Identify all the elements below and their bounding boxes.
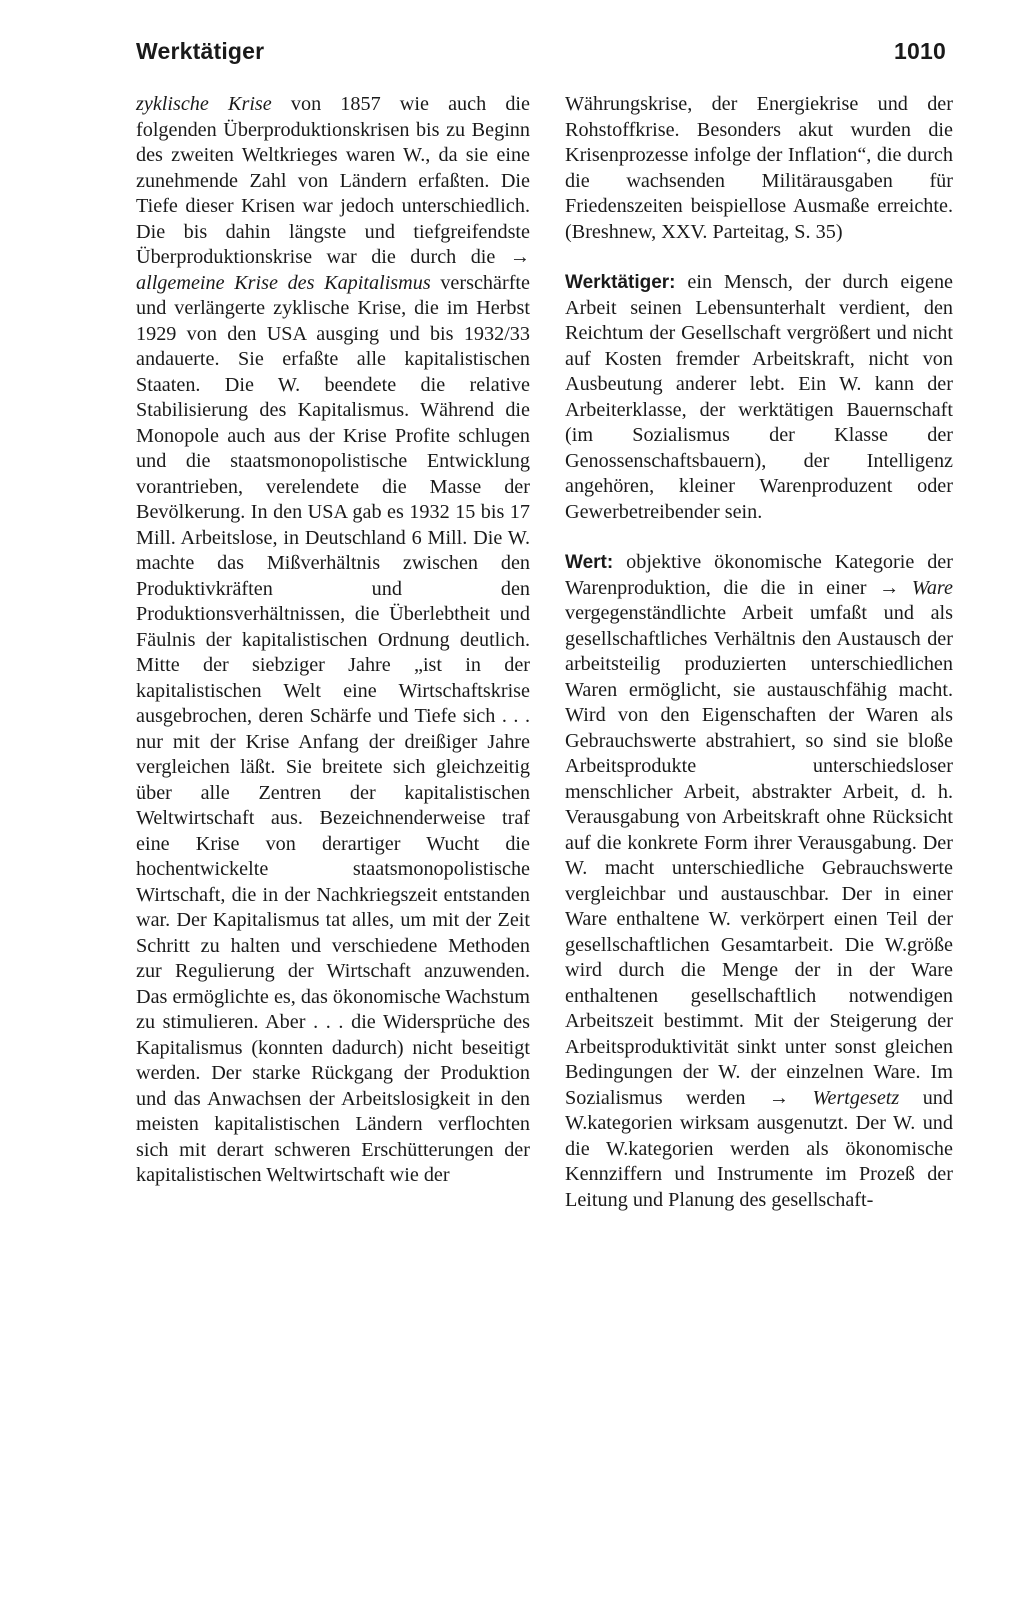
cross-reference-arrow-icon: →	[509, 246, 530, 268]
entry-continuation-paragraph	[136, 92, 530, 1189]
entry-term: Wert:	[565, 552, 614, 573]
cross-reference: Wertgesetz	[812, 1086, 900, 1109]
page-number: 1010	[894, 38, 946, 64]
cross-reference: zyklische Krise	[136, 93, 272, 115]
cross-reference: Ware	[911, 576, 953, 599]
cross-reference-arrow-icon: →	[768, 1086, 790, 1109]
entry-term: Werktätiger:	[565, 272, 676, 293]
entry-definition: ein Mensch, der durch eigene Arbeit seinen Lebensunterhalt verdient, den Reichtum der Gesellschaft vergrößert und nicht auf Kosten fremder Arbeitskraft, nicht von Ausbeutung anderer lebt. Ein W. kann der Arbeiterklasse, der werktätigen Bauernschaft (im Sozialismus der Klasse der Genossenschaftsbauern), der Intelligenz angehören, kleiner Warenproduzent oder Gewerbetreibender sein.	[565, 271, 953, 523]
entry-wert	[565, 550, 953, 1213]
body-text: verschärfte und verlängerte zyklische Krise, die im Herbst 1929 von den USA ausging und bis 1932/33 andauerte. Sie erfaßte alle kapitalistischen Staaten. Die W. beendete die relative Stabilisierung des Kapitalismus. Während die Monopole auch aus der Krise Profite schlugen und die staatsmonopolistische Entwicklung vorantrieben, verelendete die Masse der Bevölkerung. In den USA gab es 1932 15 bis 17 Mill. Arbeitslose, in Deutschland 6 Mill. Die W. machte das Mißverhältnis zwischen den Produktivkräften und den Produktionsverhältnissen, die Überlebtheit und Fäulnis der kapitalistischen Ordnung deutlich. Mitte der siebziger Jahre „ist in der kapitalistischen Welt eine Wirtschaftskrise ausgebrochen, deren Schärfe und Tiefe sich . . . nur mit der Krise Anfang der dreißiger Jahre vergleichen läßt. Sie breitete sich gleichzeitig über alle Zentren der kapitalistischen Weltwirtschaft aus. Bezeichnenderweise traf eine Krise von derartiger Wucht die hochentwickelte staatsmonopolistische Wirtschaft, die in der Nachkriegszeit entstanden war. Der Kapitalismus tat alles, um mit der Zeit Schritt zu halten und verschiedene Methoden zur Regulierung der Wirtschaft anzuwenden. Das ermöglichte es, das ökonomische Wachstum zu stimulieren. Aber . . . die Widersprüche des Kapitalismus (konnten dadurch) nicht beseitigt werden. Der starke Rückgang der Produktion und das Anwachsen der Arbeitslosigkeit in den meisten kapitalistischen Ländern verflochten sich mit derart schweren Erschütterungen der kapitalistischen Weltwirtschaft wie der	[136, 271, 530, 1186]
left-column	[136, 92, 530, 1189]
entry-continuation-paragraph: Währungskrise, der Energiekrise und der Rohstoffkrise. Besonders akut wurden die Krisenprozesse infolge der Inflation“, die durch die wachsenden Militärausgaben für Friedenszeiten beispiellose Ausmaße erreichte. (Breshnew, XXV. Parteitag, S. 35)	[565, 93, 953, 243]
body-text: von 1857 wie auch die folgenden Überproduktionskrisen bis zu Beginn des zweiten Weltkrieges waren W., da sie eine zunehmende Zahl von Ländern erfaßten. Die Tiefe dieser Krisen war jedoch unterschiedlich. Die bis dahin längste und tiefgreifendste Überproduktionskrise war die durch die	[136, 93, 530, 268]
right-column	[565, 92, 953, 1213]
entry-definition: und W.kategorien wirksam ausgenutzt. Der W. und die W.kategorien werden als ökonomische Kennziffern und Instrumente im Prozeß der Leitung und Planung des gesellschaft-	[565, 1086, 953, 1211]
entry-definition: vergegenständlichte Arbeit umfaßt und als gesellschaftliches Verhältnis den Austausch der arbeitsteilig produzierten unterschiedlichen Waren ermöglicht, sie austauschfähig macht. Wird von den Eigenschaften der Waren als Gebrauchswerte abstrahiert, so sind sie bloße Arbeitsprodukte unterschiedsloser menschlicher Arbeit, abstrakter Arbeit, d. h. Verausgabung von Arbeitskraft ohne Rücksicht auf die konkrete Form ihrer Verausgabung. Der W. macht unterschiedliche Gebrauchswerte vergleichbar und austauschbar. Der in einer Ware enthaltene W. verkörpert einen Teil der gesellschaftlichen Gesamtarbeit. Die W.größe wird durch die Menge der in der Ware enthaltenen gesellschaftlich notwendigen Arbeitszeit bestimmt. Mit der Steigerung der Arbeitsproduktivität sinkt unter sonst gleichen Bedingungen der W. der einzelnen Ware. Im Sozialismus werden	[565, 602, 953, 1109]
entry-werktaetiger	[565, 270, 953, 525]
entry-definition: objektive ökonomische Kategorie der Warenproduktion, die die in einer	[565, 551, 953, 599]
running-head-title: Werktätiger	[136, 38, 265, 64]
cross-reference: allgemeine Krise des Kapitalismus	[136, 271, 431, 294]
cross-reference-arrow-icon: →	[879, 576, 900, 599]
